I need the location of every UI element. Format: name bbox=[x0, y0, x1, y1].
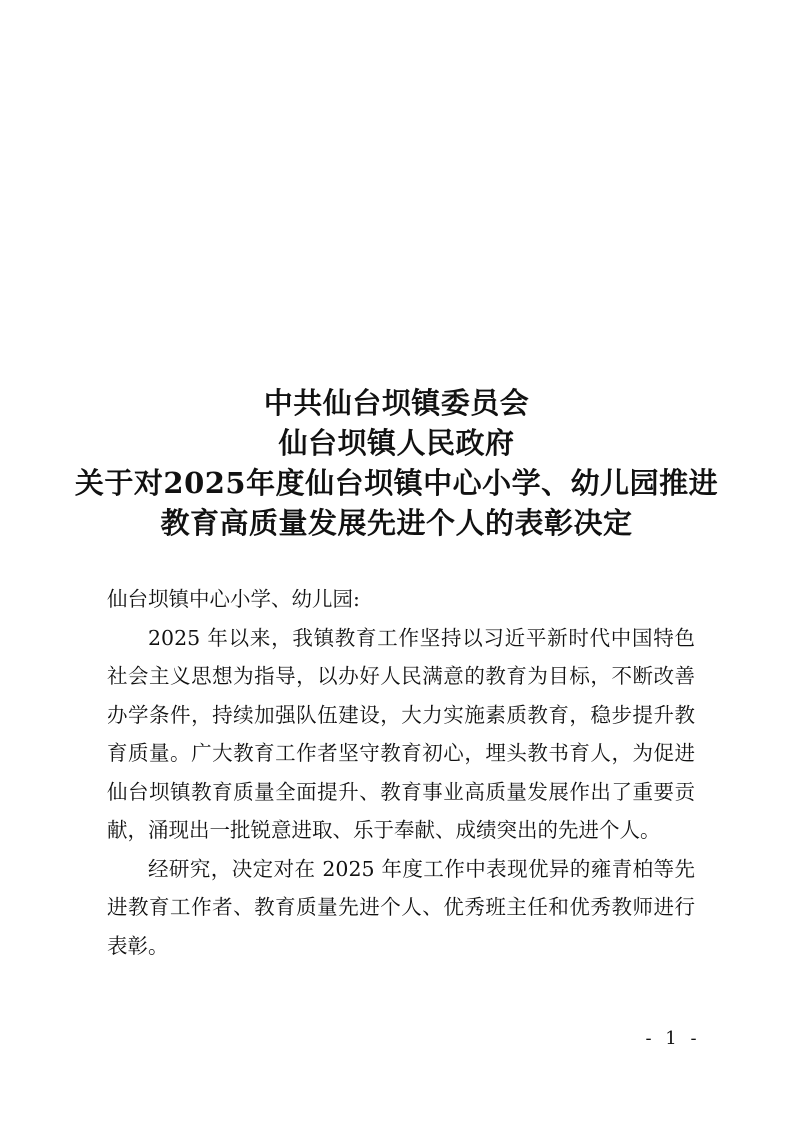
title-line-party-committee: 中共仙台坝镇委员会 bbox=[263, 386, 530, 420]
paragraph-background: 2025 年以来，我镇教育工作坚持以习近平新时代中国特色社会主义思想为指导，以办好人民满意的教育为目标，不断改善办学条件，持续加强队伍建设，大力实施素质教育，稳步提升教育质量。广大教育工作者坚守教育初心，埋头教书育人，为促进仙台坝镇教育质量全面提升、教育事业高质量发展作出了重要贡献，涌现出一批锐意进取、乐于奉献、成绩突出的先进个人。 bbox=[107, 625, 695, 842]
document-body bbox=[107, 580, 695, 965]
page-number: - 1 - bbox=[645, 1028, 701, 1049]
document-title bbox=[0, 383, 793, 543]
title-line-government: 仙台坝镇人民政府 bbox=[278, 426, 515, 460]
salutation: 仙台坝镇中心小学、幼儿园: bbox=[107, 587, 360, 611]
title-line-subject-continued: 教育高质量发展先进个人的表彰决定 bbox=[160, 506, 633, 540]
title-line-subject: 关于对2025年度仙台坝镇中心小学、幼儿园推进 bbox=[74, 466, 719, 500]
paragraph-decision: 经研究，决定对在 2025 年度工作中表现优异的雍青柏等先进教育工作者、教育质量先进个人、优秀班主任和优秀教师进行表彰。 bbox=[107, 856, 695, 958]
